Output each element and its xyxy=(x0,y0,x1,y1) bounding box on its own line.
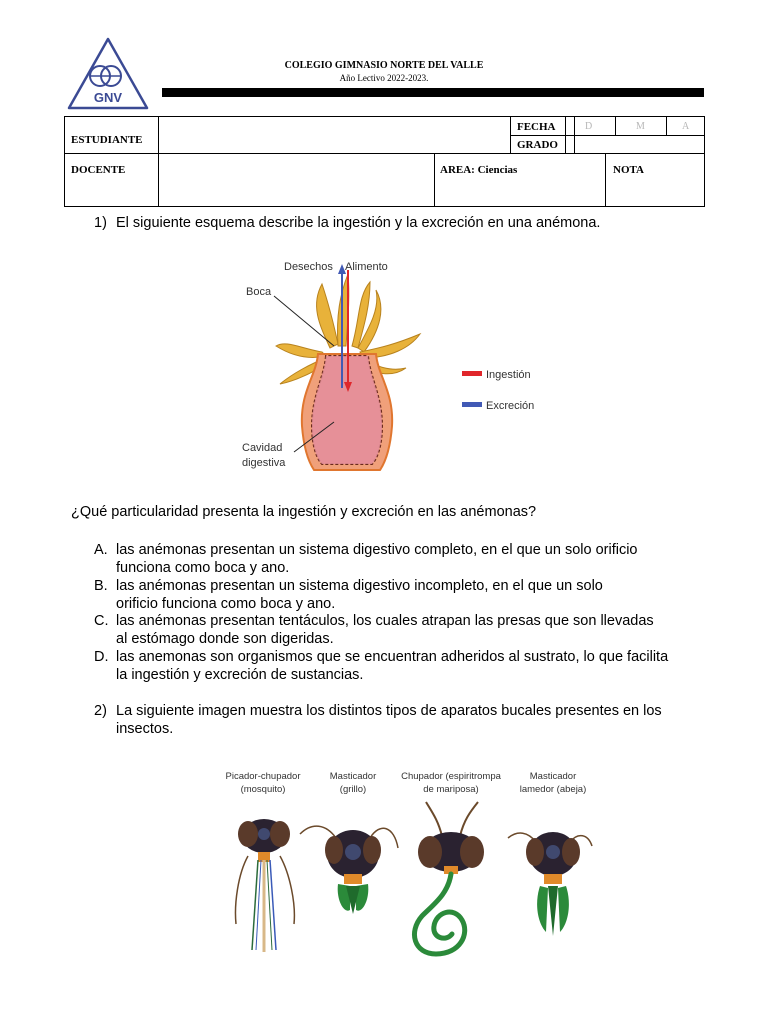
caption-cricket-line1: Masticador xyxy=(329,771,377,782)
date-day-placeholder: D xyxy=(585,121,593,132)
option-text-line2: funciona como boca y ano. xyxy=(116,560,290,576)
caption-cricket-line2: (grillo) xyxy=(339,784,367,795)
student-info-table xyxy=(64,116,705,207)
label-food: Alimento xyxy=(345,261,388,273)
question-2-number: 2) xyxy=(94,703,107,719)
caption-bee-line2: lamedor (abeja) xyxy=(519,784,587,795)
student-label-cell xyxy=(64,116,159,154)
teacher-label: DOCENTE xyxy=(71,164,126,176)
option-letter: A. xyxy=(94,542,108,558)
label-mouth: Boca xyxy=(246,286,272,298)
option-text-line2: la ingestión y excreción de sustancias. xyxy=(116,667,364,683)
question-2-text-line1: La siguiente imagen muestra los distintos tipos de aparatos bucales presentes en los xyxy=(116,703,662,719)
legend-ingestion-swatch xyxy=(462,371,482,376)
legend-ingestion: Ingestión xyxy=(486,369,531,381)
grade-field[interactable] xyxy=(565,135,705,154)
school-logo xyxy=(66,36,150,112)
caption-butterfly-line2: de mariposa) xyxy=(423,784,479,795)
student-label: ESTUDIANTE xyxy=(71,134,143,146)
caption-mosquito-line1: Picador-chupador xyxy=(225,771,301,782)
option-text-line1: las anémonas presentan tentáculos, los cuales atrapan las presas que son llevadas xyxy=(116,613,654,629)
area-cell xyxy=(434,153,606,207)
insect-mouthparts-figure xyxy=(208,764,608,964)
label-cavity-line-2: digestiva xyxy=(242,457,286,469)
school-year: Año Lectivo 2022-2023. xyxy=(339,73,429,83)
date-year-placeholder: A xyxy=(682,121,690,132)
label-waste: Desechos xyxy=(284,261,333,273)
date-month-placeholder: M xyxy=(636,121,645,132)
option-text-line1: las anémonas presentan un sistema digestivo incompleto, en el que un solo xyxy=(116,578,603,594)
option-text-line2: orificio funciona como boca y ano. xyxy=(116,596,336,612)
teacher-name-field[interactable] xyxy=(158,153,435,207)
mosquito-head-illustration xyxy=(236,819,295,952)
question-2-text-line2: insectos. xyxy=(116,721,174,737)
option-text-line1: las anémonas presentan un sistema digestivo completo, en el que un solo orificio xyxy=(116,542,638,558)
area-label: AREA: Ciencias xyxy=(440,164,518,176)
header-divider-bar xyxy=(162,88,704,97)
grade-label: GRADO xyxy=(517,139,558,151)
score-label: NOTA xyxy=(613,164,644,176)
cricket-head-illustration xyxy=(300,826,398,914)
option-text-line1: las anemonas son organismos que se encuentran adheridos al sustrato, lo que facilita xyxy=(116,649,669,665)
option-text-line2: al estómago donde son digeridas. xyxy=(116,631,334,647)
legend-excretion-swatch xyxy=(462,402,482,407)
date-year-field[interactable] xyxy=(666,116,705,136)
option-letter: D. xyxy=(94,649,109,665)
question-1-prompt: ¿Qué particularidad presenta la ingestión y excreción en las anémonas? xyxy=(71,504,537,520)
grade-label-cell xyxy=(510,135,566,154)
option-letter: C. xyxy=(94,613,109,629)
date-label: FECHA xyxy=(517,121,556,133)
butterfly-head-illustration xyxy=(414,802,484,954)
teacher-label-cell xyxy=(64,153,159,207)
anemone-diagram xyxy=(230,256,550,476)
date-day-field[interactable] xyxy=(565,116,616,136)
caption-bee-line1: Masticador xyxy=(529,771,577,782)
school-name: COLEGIO GIMNASIO NORTE DEL VALLE xyxy=(284,60,484,71)
date-label-cell xyxy=(510,116,566,136)
option-letter: B. xyxy=(94,578,108,594)
label-cavity-line-1: Cavidad xyxy=(242,442,283,454)
legend-excretion: Excreción xyxy=(486,400,535,412)
date-month-field[interactable] xyxy=(615,116,667,136)
score-cell[interactable] xyxy=(605,153,705,207)
logo-text: GNV xyxy=(93,90,123,105)
question-1-text: El siguiente esquema describe la ingestión y la excreción en una anémona. xyxy=(116,215,601,231)
caption-mosquito-line2: (mosquito) xyxy=(240,784,286,795)
question-1-number: 1) xyxy=(94,215,107,231)
bee-head-illustration xyxy=(508,832,592,936)
caption-butterfly-line1: Chupador (espiritrompa xyxy=(401,771,501,782)
